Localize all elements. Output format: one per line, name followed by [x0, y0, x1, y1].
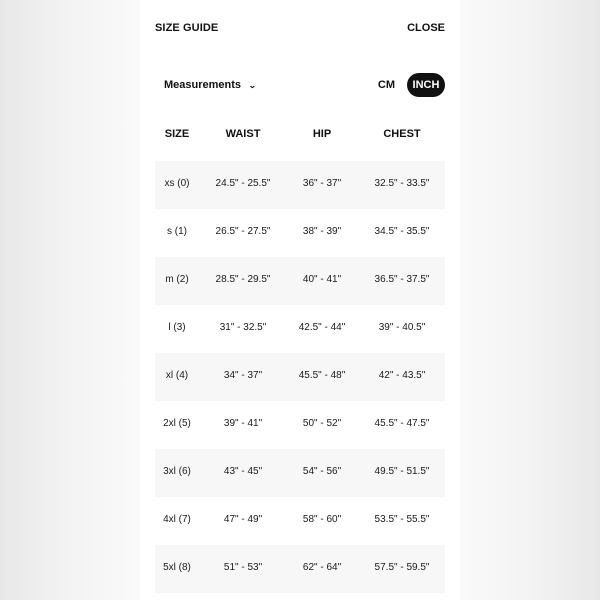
- cell-waist: 51" - 53": [223, 562, 263, 573]
- close-button[interactable]: CLOSE: [407, 22, 445, 34]
- cell-chest: 32.5" - 33.5": [374, 178, 430, 189]
- measurements-dropdown[interactable]: [164, 79, 256, 91]
- size-guide-panel: [140, 0, 460, 600]
- background-left: [0, 0, 140, 600]
- cell-chest: 39" - 40.5": [378, 322, 426, 333]
- unit-toggle-inch[interactable]: INCH: [407, 73, 445, 97]
- cell-waist: 24.5" - 25.5": [215, 178, 271, 189]
- table-row: [155, 305, 445, 353]
- cell-size: xl (4): [165, 370, 189, 381]
- cell-chest: 36.5" - 37.5": [374, 274, 430, 285]
- table-row: [155, 545, 445, 593]
- unit-toggle-cm[interactable]: CM: [377, 79, 395, 91]
- cell-size: s (1): [167, 226, 187, 237]
- cell-hip: 45.5" - 48": [298, 370, 346, 381]
- table-row: [155, 449, 445, 497]
- cell-hip: 58" - 60": [302, 514, 342, 525]
- table-header: [155, 128, 445, 148]
- cell-hip: 54" - 56": [302, 466, 342, 477]
- column-header-size: SIZE: [164, 128, 190, 140]
- cell-waist: 34" - 37": [223, 370, 263, 381]
- column-header-hip: HIP: [312, 128, 332, 140]
- cell-size: 3xl (6): [163, 466, 191, 477]
- table-row: [155, 161, 445, 209]
- cell-waist: 31" - 32.5": [219, 322, 267, 333]
- cell-hip: 36" - 37": [302, 178, 342, 189]
- cell-hip: 50" - 52": [302, 418, 342, 429]
- cell-size: m (2): [165, 274, 189, 285]
- cell-chest: 45.5" - 47.5": [374, 418, 430, 429]
- table-row: [155, 209, 445, 257]
- column-header-chest: CHEST: [383, 128, 421, 140]
- chevron-down-icon: ⌄: [248, 80, 257, 90]
- cell-hip: 38" - 39": [302, 226, 342, 237]
- cell-chest: 34.5" - 35.5": [374, 226, 430, 237]
- size-table-body: [155, 161, 445, 593]
- cell-size: 5xl (8): [163, 562, 191, 573]
- background-right: [460, 0, 600, 600]
- cell-size: l (3): [168, 322, 186, 333]
- cell-waist: 28.5" - 29.5": [215, 274, 271, 285]
- table-row: [155, 497, 445, 545]
- cell-size: 4xl (7): [163, 514, 191, 525]
- cell-waist: 43" - 45": [223, 466, 263, 477]
- cell-waist: 47" - 49": [223, 514, 263, 525]
- cell-chest: 49.5" - 51.5": [374, 466, 430, 477]
- table-row: [155, 257, 445, 305]
- column-header-waist: WAIST: [225, 128, 261, 140]
- cell-chest: 42" - 43.5": [378, 370, 426, 381]
- table-row: [155, 401, 445, 449]
- cell-waist: 26.5" - 27.5": [215, 226, 271, 237]
- cell-waist: 39" - 41": [223, 418, 263, 429]
- controls-bar: [164, 73, 445, 99]
- cell-size: 2xl (5): [163, 418, 191, 429]
- cell-size: xs (0): [164, 178, 190, 189]
- cell-hip: 62" - 64": [302, 562, 342, 573]
- panel-header: [155, 22, 445, 42]
- panel-title: SIZE GUIDE: [155, 22, 219, 34]
- table-row: [155, 353, 445, 401]
- cell-hip: 42.5" - 44": [298, 322, 346, 333]
- cell-chest: 53.5" - 55.5": [374, 514, 430, 525]
- cell-hip: 40" - 41": [302, 274, 342, 285]
- measurements-label: Measurements: [164, 79, 242, 91]
- cell-chest: 57.5" - 59.5": [374, 562, 430, 573]
